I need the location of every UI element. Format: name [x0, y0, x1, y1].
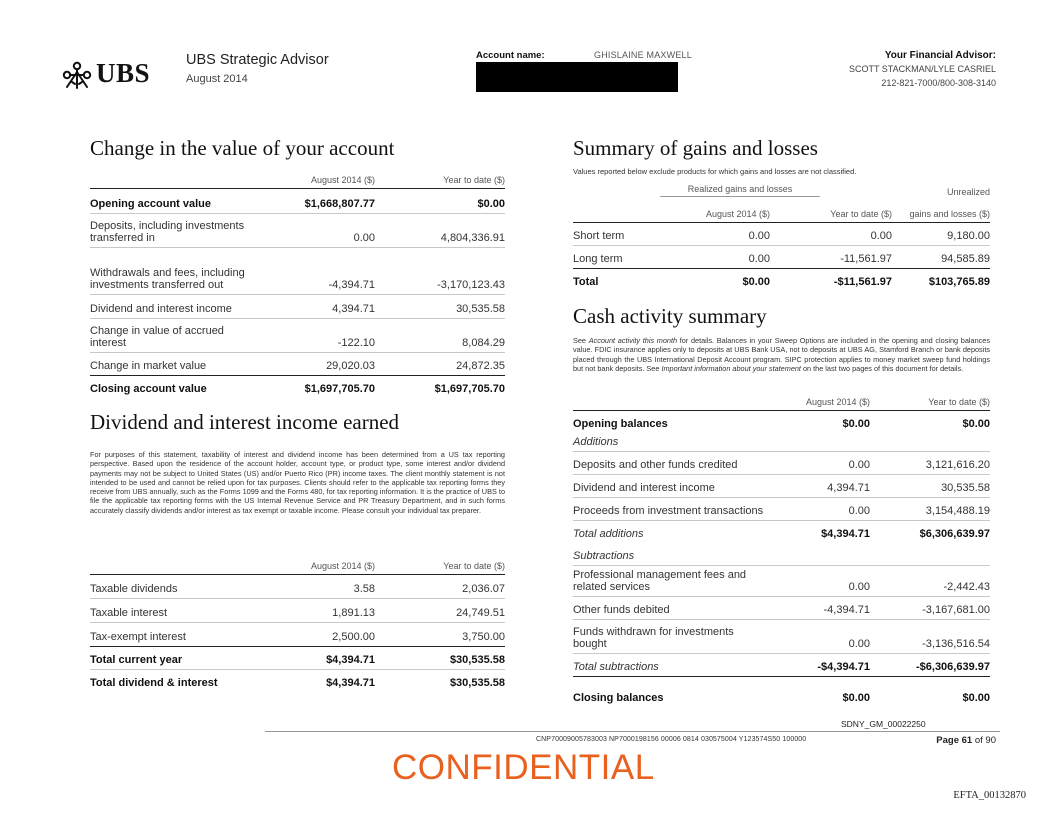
statement-date: August 2014	[186, 73, 248, 85]
cash-note: See Account activity this month for details. Balances in your Sweep Options are included in the opening and closing balances value. FDIC insurance applies only to deposits at UBS Bank USA, not to deposits at UBS AG, Stamford Branch or bank deposits placed through the UBS International Deposit Account program. SIPC protection applies to money market sweep fund holdings but not bank deposits. See Important information about your statement on the last two pages of this document for details.	[573, 336, 991, 373]
ubs-wordmark: UBS	[96, 58, 151, 88]
table-row: Opening balances $0.00 $0.00	[573, 418, 990, 430]
gains-table	[573, 180, 990, 291]
advisor-label: Your Financial Advisor:	[884, 50, 996, 61]
page-number: Page 61 of 90	[936, 735, 996, 746]
dividend-table	[90, 552, 505, 692]
table-row: Deposits, including investments transferred in 0.00 4,804,336.91	[90, 214, 505, 248]
table-row: Dividend and interest income 4,394.71 30,535.58	[90, 295, 505, 319]
table-row: Opening account value $1,668,807.77 $0.00	[90, 189, 505, 214]
gains-heading: Summary of gains and losses	[573, 136, 818, 160]
table-row: Short term 0.00 0.00 9,180.00	[573, 223, 990, 246]
table-header-row: August 2014 ($) Year to date ($)	[90, 552, 505, 575]
table-header-row: August 2014 ($) Year to date ($)	[573, 392, 990, 411]
advisor-names: SCOTT STACKMAN/LYLE CASRIEL	[848, 64, 996, 74]
table-row: Withdrawals and fees, including investments transferred out -4,394.71 -3,170,123.43	[90, 248, 505, 295]
table-row: Change in market value 29,020.03 24,872.35	[90, 353, 505, 376]
table-group-header-row: Realized gains and losses Unrealized	[573, 180, 990, 200]
redaction-box	[476, 62, 678, 92]
table-row: Deposits and other funds credited 0.00 3,121,616.20	[573, 452, 990, 475]
table-row: Professional management fees and related services 0.00 -2,442.43	[573, 566, 990, 597]
table-row: Closing account value $1,697,705.70 $1,697,705.70	[90, 383, 505, 395]
table-section-label: Additions	[573, 433, 990, 452]
table-row: Taxable interest 1,891.13 24,749.51	[90, 599, 505, 623]
table-header-row: August 2014 ($) Year to date ($)	[90, 166, 505, 189]
table-row: Total current year $4,394.71 $30,535.58	[90, 647, 505, 670]
table-row: Closing balances $0.00 $0.00	[573, 692, 990, 704]
dividend-heading: Dividend and interest income earned	[90, 410, 400, 434]
table-row: Proceeds from investment transactions 0.00 3,154,488.19	[573, 498, 990, 521]
table-row: Taxable dividends 3.58 2,036.07	[90, 575, 505, 599]
change-value-table	[90, 166, 505, 398]
table-row: Total $0.00 -$11,561.97 $103,765.89	[573, 276, 990, 288]
table-row: Total subtractions -$4,394.71 -$6,306,639.97	[573, 654, 990, 677]
table-row: Tax-exempt interest 2,500.00 3,750.00	[90, 623, 505, 647]
efta-number: EFTA_00132870	[953, 790, 1026, 801]
gains-note: Values reported below exclude products for which gains and losses are not classified.	[573, 167, 857, 176]
footer-divider	[265, 731, 1000, 732]
table-row: Other funds debited -4,394.71 -3,167,681.00	[573, 597, 990, 620]
table-row: Funds withdrawn for investments bought 0.00 -3,136,516.54	[573, 620, 990, 654]
table-header-row: August 2014 ($) Year to date ($) gains and losses ($)	[573, 200, 990, 223]
table-row: Long term 0.00 -11,561.97 94,585.89	[573, 246, 990, 269]
change-value-heading: Change in the value of your account	[90, 136, 395, 160]
cash-table	[573, 392, 990, 707]
table-row: Total dividend & interest $4,394.71 $30,535.58	[90, 677, 505, 689]
document-id: SDNY_GM_00022250	[841, 719, 926, 729]
tax-disclosure-paragraph: For purposes of this statement, taxability of interest and dividend income has been determined from a US tax reporting perspective. Based upon the residence of the account holder, account type, or product type, some interest and/or dividend payments may not be subject to United States (US) and/or Puerto Rico (PR) income taxes. The client monthly statement is not intended to be used and cannot be relied upon for tax purposes. Clients should refer to the applicable tax reporting forms they receive from UBS annually, such as the Forms 1099 and the Forms 480, for tax reporting information. It is the practice of UBS to file the applicable tax reporting forms with the US Internal Revenue Service and PR Treasury Department, and in such forms accurately classify dividends and/or interest as tax exempt or taxable income. Please consult your individual tax preparer.	[90, 450, 505, 515]
ubs-keys-icon	[60, 60, 94, 90]
ubs-logo	[60, 58, 170, 92]
advisor-phone: 212-821-7000/800-308-3140	[881, 78, 996, 88]
statement-title: UBS Strategic Advisor	[186, 52, 329, 68]
cash-heading: Cash activity summary	[573, 304, 767, 328]
table-row: Dividend and interest income 4,394.71 30,535.58	[573, 475, 990, 498]
account-name-value: GHISLAINE MAXWELL	[594, 50, 692, 60]
table-section-label: Subtractions	[573, 543, 990, 566]
footer-code: CNP70009005783003 NP7000198156 00006 0814 030575004 Y123574S50 100000	[536, 736, 807, 743]
table-row: Change in value of accrued interest -122.10 8,084.29	[90, 319, 505, 353]
account-name-label: Account name:	[476, 50, 545, 61]
confidential-stamp: CONFIDENTIAL	[392, 748, 655, 787]
table-row: Total additions $4,394.71 $6,306,639.97	[573, 528, 990, 540]
